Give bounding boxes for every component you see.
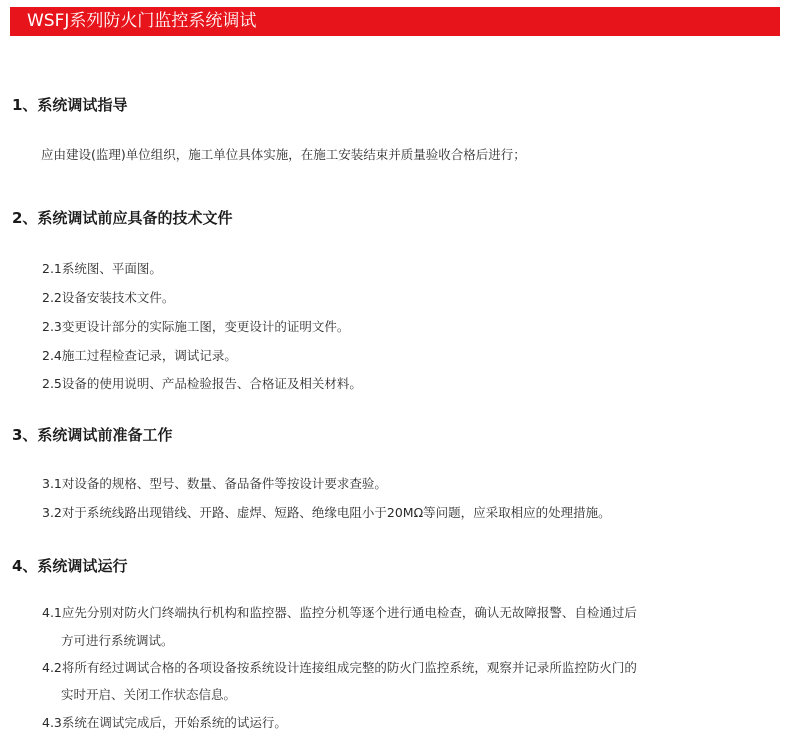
section-2-line-4: 2.4施工过程检查记录，调试记录。 <box>42 348 237 363</box>
section-4-line-1-cont: 方可进行系统调试。 <box>61 633 174 648</box>
section-heading-3: 3、系统调试前准备工作 <box>12 426 173 444</box>
section-2-line-1: 2.1系统图、平面图。 <box>42 261 162 276</box>
section-2-line-5: 2.5设备的使用说明、产品检验报告、合格证及相关材料。 <box>42 376 362 391</box>
section-heading-2: 2、系统调试前应具备的技术文件 <box>12 209 233 227</box>
section-4-line-3: 4.3系统在调试完成后，开始系统的试运行。 <box>42 715 287 730</box>
section-1-line-1: 应由建设(监理)单位组织，施工单位具体实施，在施工安装结束并质量验收合格后进行； <box>41 147 526 162</box>
page-title: WSFJ系列防火门监控系统调试 <box>27 11 257 31</box>
section-3-line-2: 3.2对于系统线路出现错线、开路、虚焊、短路、绝缘电阻小于20MΩ等问题，应采取相应的处理措施。 <box>42 505 611 520</box>
section-4-line-2-cont: 实时开启、关闭工作状态信息。 <box>61 687 237 702</box>
section-heading-4: 4、系统调试运行 <box>12 557 128 575</box>
section-heading-1: 1、系统调试指导 <box>12 96 128 114</box>
section-3-line-1: 3.1对设备的规格、型号、数量、备品备件等按设计要求查验。 <box>42 476 387 491</box>
section-2-line-3: 2.3变更设计部分的实际施工图，变更设计的证明文件。 <box>42 319 350 334</box>
section-4-line-1: 4.1应先分别对防火门终端执行机构和监控器、监控分机等逐个进行通电检查，确认无故障报警、自检通过后 <box>42 605 637 620</box>
title-bar <box>10 7 780 36</box>
section-4-line-2: 4.2将所有经过调试合格的各项设备按系统设计连接组成完整的防火门监控系统，观察并记录所监控防火门的 <box>42 660 637 675</box>
section-2-line-2: 2.2设备安装技术文件。 <box>42 290 175 305</box>
